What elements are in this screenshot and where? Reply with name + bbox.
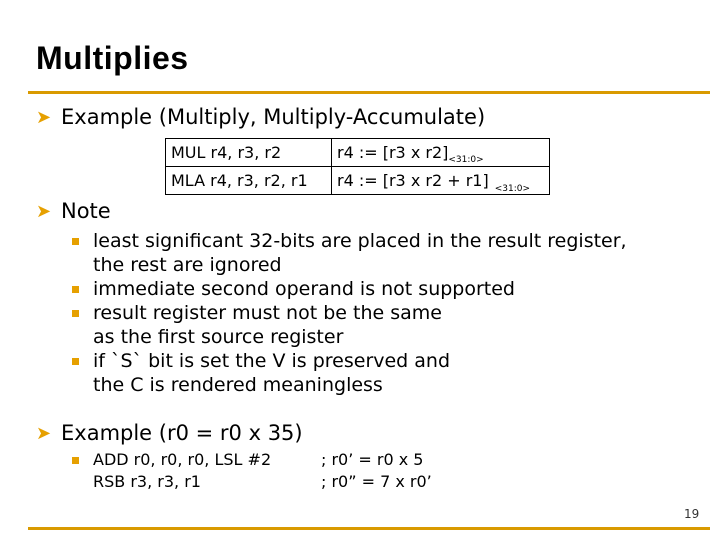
square-bullet-icon [72, 310, 79, 317]
table-row [166, 167, 550, 195]
code-line [68, 471, 432, 493]
code-text: ADD r0, r0, r0, LSL #2 [93, 450, 272, 469]
slide-title: Multiplies [36, 40, 189, 76]
list-item [68, 349, 627, 397]
arrow-bullet-icon: ➤ [36, 107, 52, 128]
footer-rule [28, 527, 710, 530]
item-line: least significant 32-bits are placed in the result register, [93, 230, 627, 252]
example1-label: Example (Multiply, Multiply-Accumulate) [61, 105, 486, 129]
code-text: RSB r3, r3, r1 [93, 472, 201, 491]
item-line: immediate second operand is not supported [93, 278, 515, 300]
note-list [68, 229, 627, 397]
item-line: if `S` bit is set the V is preserved and [93, 350, 451, 372]
code-comment: ; r0” = 7 x r0’ [321, 472, 432, 491]
instruction-table [165, 138, 550, 195]
item-line: result register must not be the same [93, 302, 442, 324]
desc-text: r4 := [r3 x r2] [337, 143, 449, 162]
arrow-bullet-icon: ➤ [36, 201, 52, 222]
example1-bullet [36, 104, 485, 131]
item-line: as the first source register [93, 326, 344, 348]
desc-cell [332, 167, 550, 195]
list-item [68, 229, 627, 277]
square-bullet-icon [72, 358, 79, 365]
item-line: the C is rendered meaningless [93, 374, 383, 396]
item-line: the rest are ignored [93, 254, 282, 276]
bit-range: <31:0> [448, 155, 484, 165]
instr-cell: MLA r4, r3, r2, r1 [166, 167, 332, 195]
square-bullet-icon [72, 286, 79, 293]
square-bullet-icon [72, 457, 79, 464]
list-item [68, 277, 627, 301]
desc-cell [332, 139, 550, 167]
square-bullet-icon [72, 238, 79, 245]
note-label: Note [61, 199, 111, 223]
code-comment: ; r0’ = r0 x 5 [321, 450, 424, 469]
note-bullet [36, 198, 111, 225]
desc-text: r4 := [r3 x r2 + r1] [337, 171, 489, 190]
table-row [166, 139, 550, 167]
example2-label: Example (r0 = r0 x 35) [61, 421, 303, 445]
arrow-bullet-icon: ➤ [36, 423, 52, 444]
code-line [68, 449, 432, 471]
instr-cell: MUL r4, r3, r2 [166, 139, 332, 167]
example2-code [68, 449, 432, 493]
bit-range: <31:0> [494, 184, 530, 194]
example2-bullet [36, 420, 303, 447]
page-number: 19 [684, 507, 700, 521]
list-item [68, 301, 627, 349]
title-rule [28, 91, 710, 94]
